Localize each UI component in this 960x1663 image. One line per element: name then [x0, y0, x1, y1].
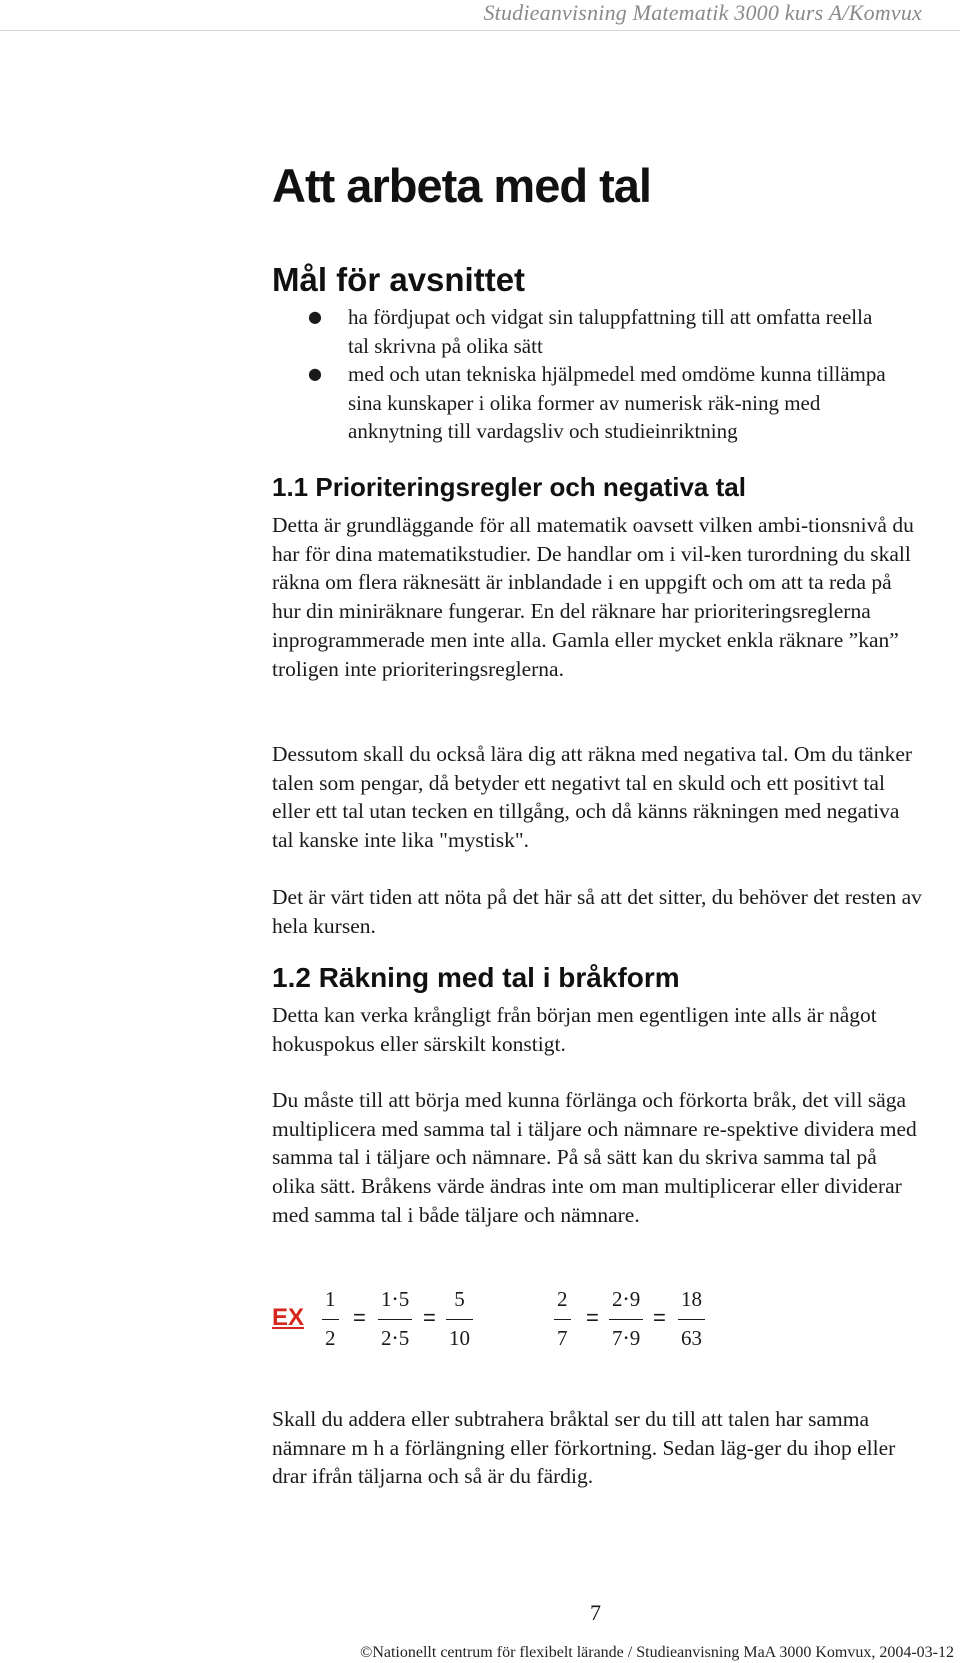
- fraction-bar: [554, 1319, 571, 1320]
- fraction: [609, 1287, 643, 1351]
- fraction: [554, 1287, 571, 1351]
- fraction-denominator: 7: [557, 1326, 568, 1350]
- equals-sign: =: [423, 1305, 436, 1330]
- fraction-numerator: 2⋅9: [612, 1287, 641, 1311]
- paragraph: Det är värt tiden att nöta på det här så att det sitter, du behöver det resten av hela kursen.: [272, 885, 922, 938]
- paragraph: Detta är grundläggande för all matematik oavsett vilken ambi-tionsnivå du har för dina matematikstudier. De handlar om i vil-ken turordning du skall räkna om flera räknesätt är inblandade i en uppgift och om att ta reda på hur din miniräknare fungerar. En del räknare har prioriteringsreglerna inprogrammerade men inte alla. Gamla eller mycket enkla räknare ”kan” troligen inte prioriteringsreglerna.: [272, 513, 914, 681]
- footer: ©Nationellt centrum för flexibelt lärande / Studieanvisning MaA 3000 Komvux, 2004-03-12: [360, 1644, 954, 1661]
- equals-sign: =: [586, 1305, 599, 1330]
- fraction: [322, 1287, 339, 1351]
- fraction: [378, 1287, 412, 1351]
- equals-sign: =: [353, 1305, 366, 1330]
- fraction-bar: [322, 1319, 339, 1320]
- paragraph: Skall du addera eller subtrahera bråktal ser du till att talen har samma nämnare m h a förlängning eller förkortning. Sedan läg-ger du ihop eller drar ifrån täljarna och så är du färdig.: [272, 1407, 896, 1489]
- section-heading-1-1: 1.1 Prioriteringsregler och negativa tal: [272, 472, 746, 502]
- section-heading-1-2: 1.2 Räkning med tal i bråkform: [272, 962, 680, 993]
- fraction-denominator: 7⋅9: [612, 1326, 641, 1350]
- fraction-bar: [378, 1319, 412, 1320]
- fraction-numerator: 1⋅5: [381, 1287, 410, 1311]
- fraction-denominator: 2: [325, 1326, 336, 1350]
- fraction-denominator: 10: [449, 1326, 470, 1350]
- bullet-icon: ●: [308, 364, 322, 383]
- paragraph: Du måste till att börja med kunna förlänga och förkorta bråk, det vill säga multiplicera med samma tal i täljare och nämnare re-spektive dividera med samma tal i täljare och nämnare. På så sätt kan du skriva samma tal på olika sätt. Bråkens värde ändras inte om man multiplicerar eller dividerar med samma tal i både täljare och nämnare.: [272, 1088, 917, 1227]
- header-divider: [0, 30, 960, 31]
- paragraph: Detta kan verka krångligt från början men egentligen inte alls är något hokuspokus eller särskilt konstigt.: [272, 1003, 877, 1056]
- fraction: [446, 1287, 473, 1351]
- page-title: Att arbeta med tal: [272, 159, 651, 212]
- running-header: Studieanvisning Matematik 3000 kurs A/Komvux: [483, 0, 922, 25]
- bullet-icon: ●: [308, 307, 322, 326]
- goal-item: [272, 303, 892, 360]
- goal-item: [272, 360, 892, 446]
- paragraph: Dessutom skall du också lära dig att räkna med negativa tal. Om du tänker talen som pengar, då betyder ett negativt tal en skuld och ett positivt tal eller ett tal utan tecken en tillgång, och då känns räkningen med negativa tal kanske inte lika "mystisk".: [272, 742, 913, 853]
- page-number: 7: [590, 1600, 601, 1625]
- fraction-numerator: 5: [454, 1287, 465, 1311]
- fraction-denominator: 63: [681, 1326, 702, 1350]
- equals-sign: =: [653, 1305, 666, 1330]
- fraction: [678, 1287, 705, 1351]
- goal-text: med och utan tekniska hjälpmedel med omdöme kunna tillämpa sina kunskaper i olika former av numerisk räk-ning med anknytning till vardagsliv och studieinriktning: [348, 362, 886, 443]
- fraction-numerator: 18: [681, 1287, 702, 1311]
- example-label: EX: [272, 1304, 305, 1331]
- fraction-bar: [446, 1319, 473, 1320]
- fraction-bar: [609, 1319, 643, 1320]
- goals-list: [272, 303, 892, 446]
- fraction-numerator: 1: [325, 1287, 336, 1311]
- goals-heading: Mål för avsnittet: [272, 261, 526, 298]
- fraction-bar: [678, 1319, 705, 1320]
- goal-text: ha fördjupat och vidgat sin taluppfattning till att omfatta reella tal skrivna på olika sätt: [348, 305, 873, 358]
- fraction-numerator: 2: [557, 1287, 568, 1311]
- fraction-denominator: 2⋅5: [381, 1326, 410, 1350]
